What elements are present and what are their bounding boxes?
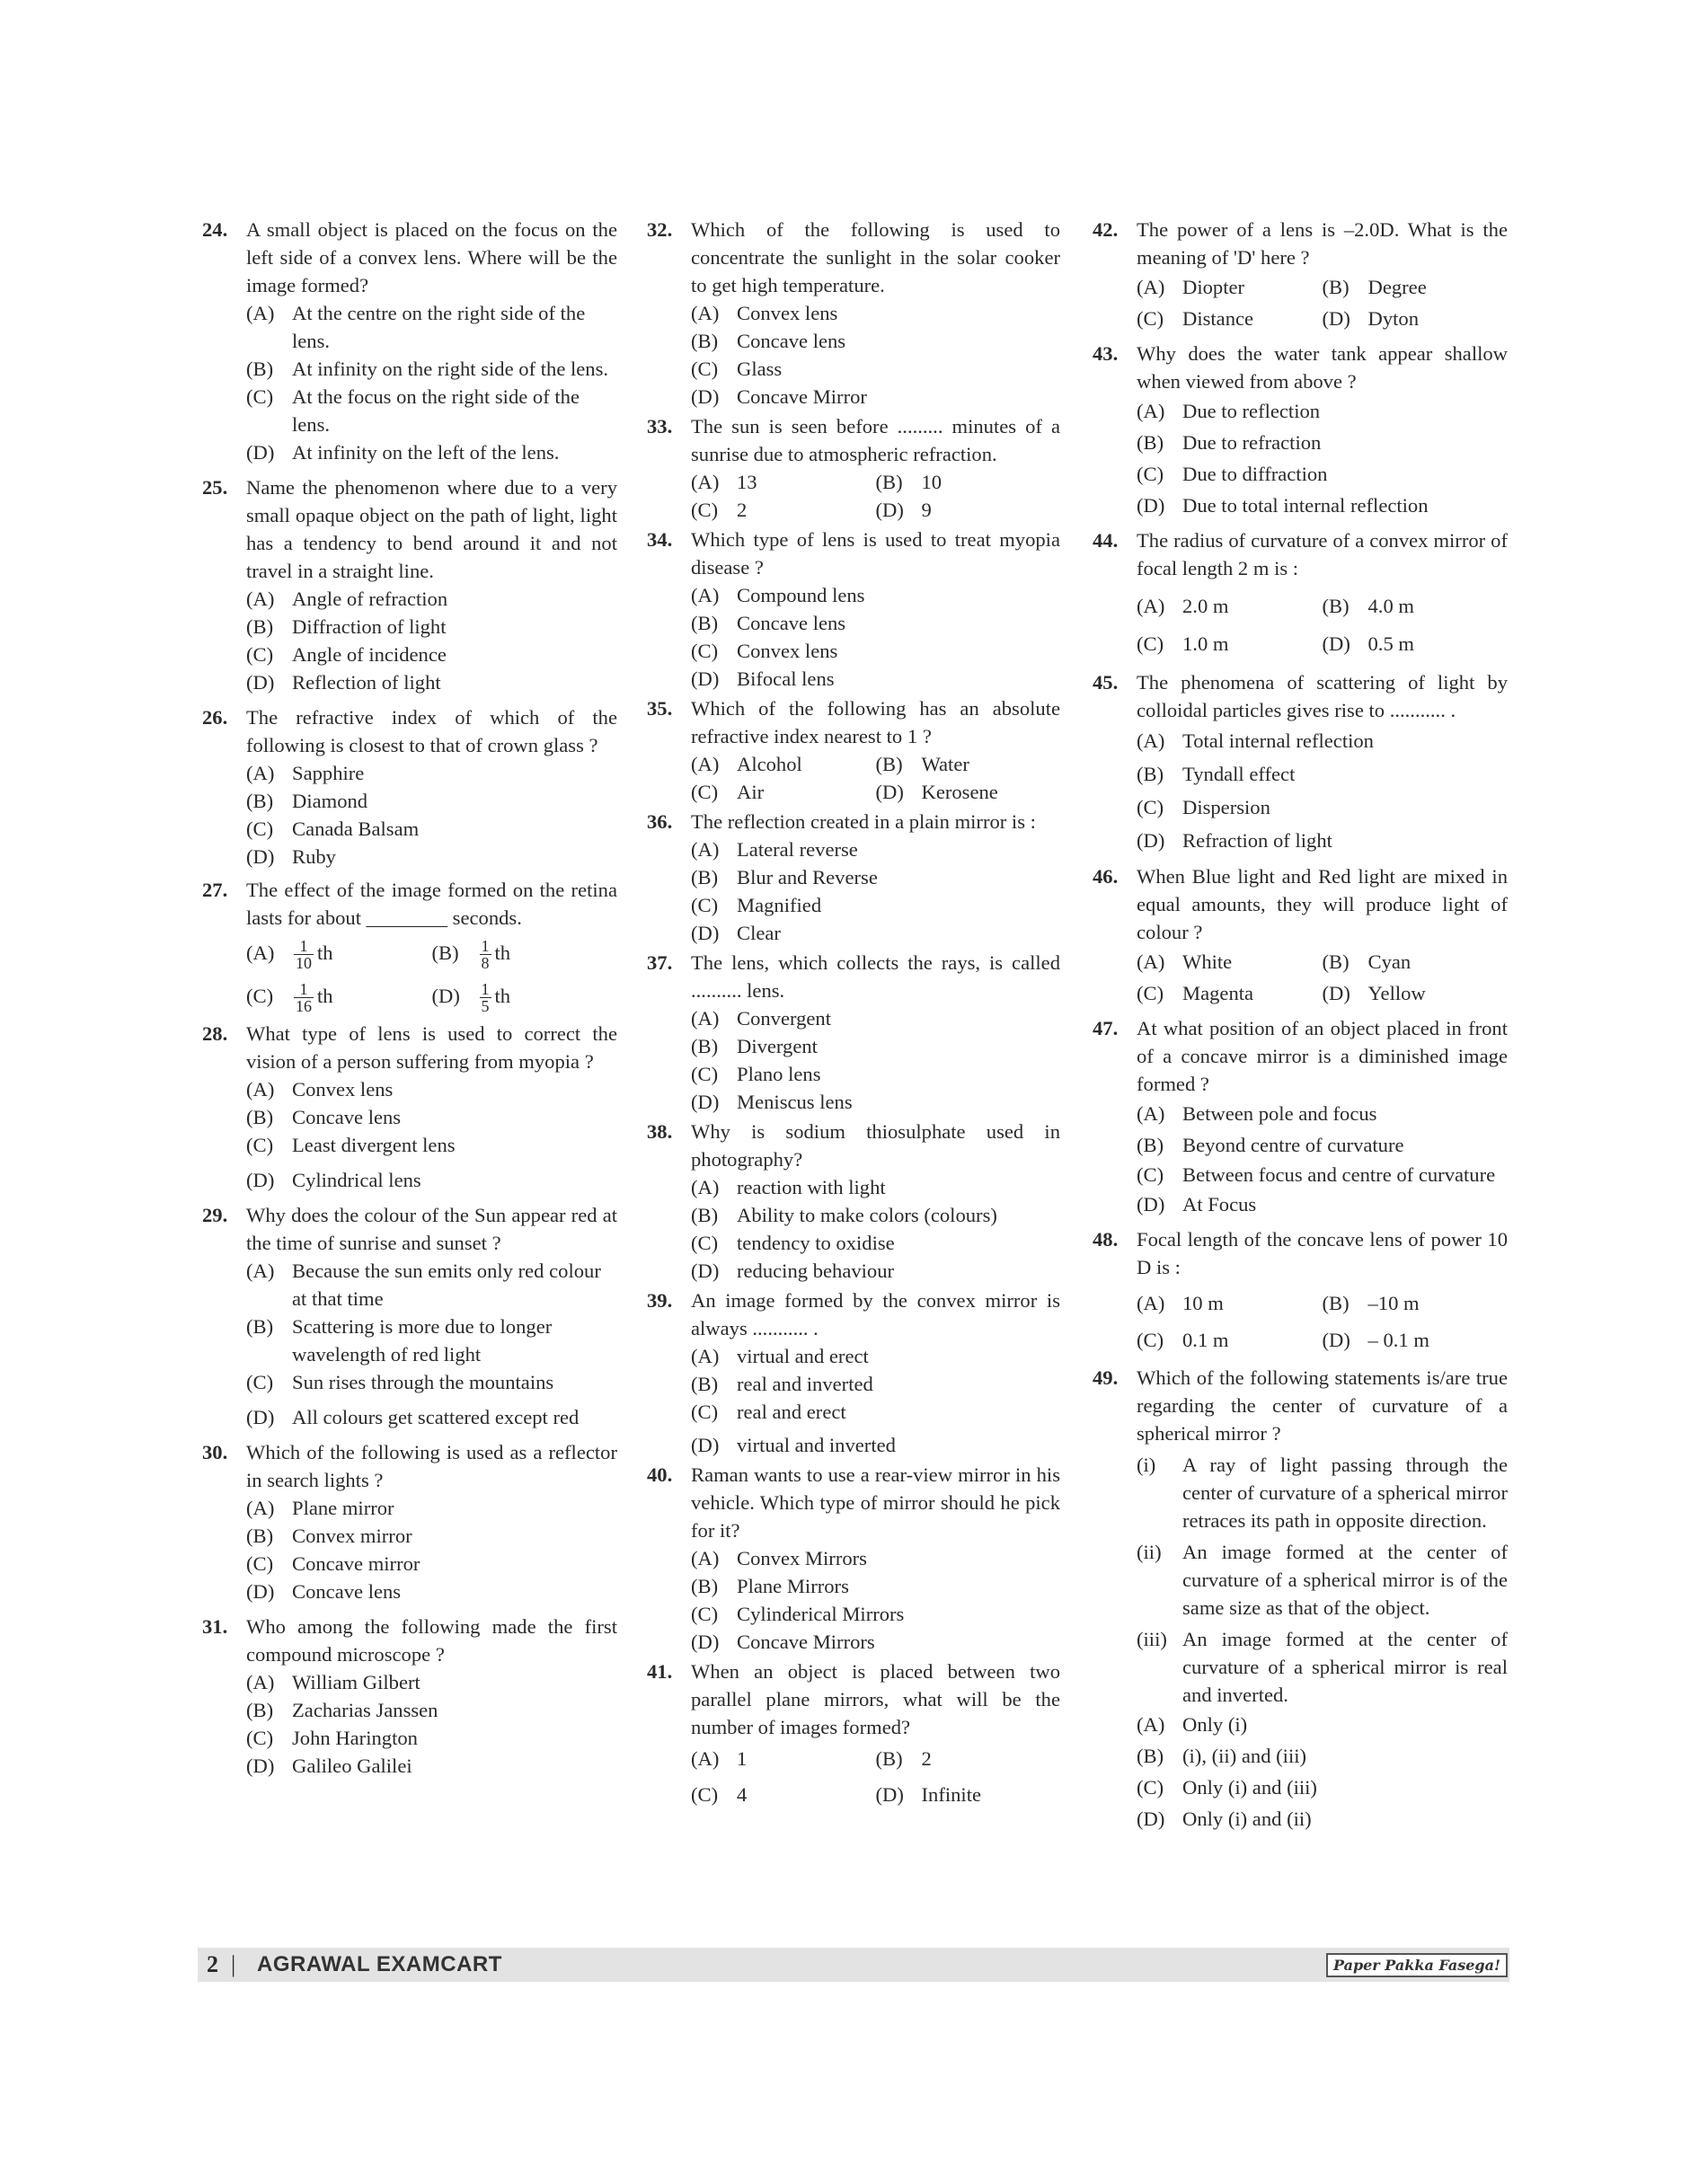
option-d: (D) Due to total internal reflection <box>1137 494 1429 517</box>
option-a: (A) Plane mirror <box>246 1497 394 1519</box>
option-c: (C) 0.1 m <box>1137 1329 1229 1351</box>
question-number: 38. <box>647 1120 673 1143</box>
option-c: (C) Between focus and centre of curvature <box>1137 1163 1496 1186</box>
option-b: (B) Divergent <box>691 1035 818 1057</box>
option-c: (C) $\frac{1}{16}$ th <box>246 980 333 1016</box>
tagline-badge: Paper Pakka Fasega! <box>1326 1953 1508 1977</box>
option-c: (C) Magnified <box>691 894 822 916</box>
option-d: (D) Kerosene <box>875 781 998 803</box>
option-b: (B) Plane Mirrors <box>691 1575 849 1597</box>
option-a: (A) Angle of refraction <box>246 588 448 610</box>
option-b: (B) –10 m <box>1322 1292 1420 1314</box>
option-b: (B) Concave lens <box>691 612 846 634</box>
option-a: (A) Only (i) <box>1137 1713 1248 1736</box>
question-text: The phenomena of scattering of light by colloidal particles gives rise to ........... . <box>1137 671 1508 721</box>
option-d: (D) Reflection of light <box>246 671 441 694</box>
statement-ii: (ii) An image formed at the center of curvature of a spherical mirror is of the same size as that of the object. <box>1137 1541 1508 1619</box>
question-number: 42. <box>1093 218 1119 241</box>
question-36 <box>647 808 1060 947</box>
fraction: $\frac{1}{16}$ <box>296 980 312 1016</box>
question-35 <box>647 694 1060 806</box>
question-37 <box>647 949 1060 1116</box>
option-c: (C) real and erect <box>691 1401 846 1423</box>
option-d: (D) – 0.1 m <box>1322 1329 1429 1351</box>
option-c: (C) 1.0 m <box>1137 632 1229 655</box>
option-b: (B) 2 <box>875 1747 932 1770</box>
column-2 <box>647 216 1060 1813</box>
statement-i: (i) A ray of light passing through the center of curvature of a spherical mirror retraces its path in opposite direction. <box>1137 1454 1508 1532</box>
question-number: 41. <box>647 1660 673 1683</box>
option-d: (D) Clear <box>691 922 781 944</box>
option-d: (D) Concave Mirror <box>691 385 867 408</box>
question-number: 33. <box>647 415 673 438</box>
question-text: When Blue light and Red light are mixed in equal amounts, they will produce light of colour ? <box>1137 865 1508 943</box>
question-number: 44. <box>1093 529 1119 552</box>
option-c: (C) Plano lens <box>691 1063 821 1085</box>
question-number: 27. <box>202 879 228 901</box>
question-text: Name the phenomenon where due to a very small opaque object on the path of light, light has a tendency to bend around it and not travel in a straight line. <box>246 476 617 582</box>
question-text: Who among the following made the first compound microscope ? <box>246 1615 617 1666</box>
question-40 <box>647 1461 1060 1656</box>
option-c: (C) Angle of incidence <box>246 643 447 666</box>
option-b: (B) Diffraction of light <box>246 615 447 638</box>
option-a: (A) 2.0 m <box>1137 595 1229 617</box>
question-33 <box>647 412 1060 524</box>
option-c: (C) tendency to oxidise <box>691 1232 895 1254</box>
question-number: 25. <box>202 476 228 499</box>
option-c: (C) Sun rises through the mountains <box>246 1371 554 1393</box>
page-number: 2 | <box>207 1951 236 1977</box>
option-d: (D) Bifocal lens <box>691 667 835 690</box>
option-c: (C) Distance <box>1137 307 1254 330</box>
question-text: The effect of the image formed on the retina lasts for about ________ seconds. <box>246 879 617 929</box>
question-text: Which of the following is used to concentrate the sunlight in the solar cooker to get high temperature. <box>691 218 1060 296</box>
question-number: 46. <box>1093 865 1119 888</box>
option-d: (D) Cylindrical lens <box>246 1169 421 1191</box>
question-24 <box>202 216 617 466</box>
option-c: (C) At the focus on the right side of the lens. <box>246 385 580 436</box>
question-25 <box>202 473 617 696</box>
option-b: (B) Concave lens <box>691 330 846 352</box>
option-d: (D) All colours get scattered except red <box>246 1406 580 1428</box>
option-a: (A) Compound lens <box>691 584 865 606</box>
question-text: A small object is placed on the focus on the left side of a convex lens. Where will be the image formed? <box>246 218 617 296</box>
question-number: 39. <box>647 1289 673 1312</box>
option-c: (C) Canada Balsam <box>246 818 420 840</box>
option-c: (C) 2 <box>691 499 748 521</box>
option-a: (A) 13 <box>691 471 757 493</box>
option-c: (C) Convex lens <box>691 640 838 662</box>
question-number: 40. <box>647 1463 673 1486</box>
question-text: Which of the following is used as a reflector in search lights ? <box>246 1441 617 1491</box>
option-d: (D) Refraction of light <box>1137 829 1332 852</box>
option-a: (A) Total internal reflection <box>1137 729 1374 752</box>
option-c: (C) Due to diffraction <box>1137 463 1328 485</box>
question-43 <box>1093 340 1508 521</box>
option-b: (B) Beyond centre of curvature <box>1137 1134 1404 1156</box>
option-c: (C) Least divergent lens <box>246 1134 456 1156</box>
option-a: (A) Convex lens <box>691 302 838 324</box>
option-d: (D) Concave Mirrors <box>691 1631 875 1653</box>
option-b: (B) Degree <box>1322 276 1427 298</box>
option-a: (A) Convex lens <box>246 1078 394 1101</box>
option-b: (B) Tyndall effect <box>1137 763 1296 785</box>
question-text: The refractive index of which of the following is closest to that of crown glass ? <box>246 706 617 756</box>
brand-logo: AGRAWAL EXAMCART <box>257 1952 502 1976</box>
option-c: (C) Air <box>691 781 765 803</box>
option-b: (B) $\frac{1}{8}$ th <box>431 937 511 973</box>
question-number: 47. <box>1093 1017 1119 1039</box>
option-d: (D) reducing behaviour <box>691 1260 895 1282</box>
question-46 <box>1093 862 1508 1009</box>
option-c: (C) Dispersion <box>1137 796 1270 818</box>
question-text: What type of lens is used to correct the vision of a person suffering from myopia ? <box>246 1022 617 1073</box>
question-number: 29. <box>202 1204 228 1226</box>
question-text: Why is sodium thiosulphate used in photography? <box>691 1120 1060 1171</box>
question-text: When an object is placed between two parallel plane mirrors, what will be the number of images formed? <box>691 1660 1060 1738</box>
question-28 <box>202 1020 617 1194</box>
option-a: (A) White <box>1137 950 1233 973</box>
option-d: (D) $\frac{1}{5}$ th <box>431 980 511 1016</box>
question-45 <box>1093 668 1508 857</box>
statement-iii: (iii) An image formed at the center of curvature of a spherical mirror is real and inverted. <box>1137 1628 1508 1706</box>
option-b: (B) Concave lens <box>246 1106 402 1128</box>
question-44 <box>1093 526 1508 663</box>
question-text: At what position of an object placed in front of a concave mirror is a diminished image formed ? <box>1137 1017 1508 1095</box>
option-a: (A) Due to reflection <box>1137 400 1321 422</box>
option-d: (D) Dyton <box>1322 307 1419 330</box>
question-text: Which of the following has an absolute refractive index nearest to 1 ? <box>691 697 1060 747</box>
option-a: (A) $\frac{1}{10}$ th <box>246 937 333 973</box>
question-text: The reflection created in a plain mirror is : <box>691 810 1036 833</box>
option-b: (B) Ability to make colors (colours) <box>691 1204 997 1226</box>
question-text: Which type of lens is used to treat myopia disease ? <box>691 528 1060 579</box>
question-number: 24. <box>202 218 228 241</box>
column-3 <box>1093 216 1508 1834</box>
option-a: (A) virtual and erect <box>691 1345 869 1367</box>
fraction: $\frac{1}{10}$ <box>296 937 312 973</box>
question-number: 34. <box>647 528 673 551</box>
question-text: Why does the colour of the Sun appear red at the time of sunrise and sunset ? <box>246 1204 617 1254</box>
option-a: (A) reaction with light <box>691 1176 886 1198</box>
option-a: (A) 1 <box>691 1747 748 1770</box>
option-b: (B) Due to refraction <box>1137 431 1322 454</box>
option-d: (D) 9 <box>875 499 932 521</box>
question-number: 26. <box>202 706 228 729</box>
option-d: (D) Concave lens <box>246 1580 402 1603</box>
fraction: $\frac{1}{8}$ <box>481 937 490 973</box>
question-31 <box>202 1613 617 1780</box>
question-49 <box>1093 1364 1508 1834</box>
question-text: Why does the water tank appear shallow when viewed from above ? <box>1137 342 1508 393</box>
question-41 <box>647 1658 1060 1813</box>
question-text: Which of the following statements is/are true regarding the center of curvature of a spherical mirror ? <box>1137 1366 1508 1445</box>
option-b: (B) Blur and Reverse <box>691 866 878 888</box>
question-text: The radius of curvature of a convex mirror of focal length 2 m is : <box>1137 529 1508 579</box>
option-b: (B) (i), (ii) and (iii) <box>1137 1745 1307 1767</box>
question-42 <box>1093 216 1508 334</box>
option-a: (A) Convergent <box>691 1007 832 1030</box>
option-b: (B) Scattering is more due to longer wavelength of red light <box>246 1315 553 1366</box>
question-26 <box>202 703 617 871</box>
option-d: (D) At Focus <box>1137 1193 1257 1216</box>
option-b: (B) Cyan <box>1322 950 1412 973</box>
question-38 <box>647 1118 1060 1285</box>
question-39 <box>647 1286 1060 1459</box>
question-number: 45. <box>1093 671 1119 694</box>
question-number: 37. <box>647 951 673 974</box>
option-a: (A) Diopter <box>1137 276 1245 298</box>
option-a: (A) Lateral reverse <box>691 838 858 861</box>
question-27 <box>202 876 617 1018</box>
question-number: 30. <box>202 1441 228 1463</box>
option-a: (A) At the centre on the right side of the lens. <box>246 302 586 352</box>
option-b: (B) Water <box>875 753 969 775</box>
question-text: Focal length of the concave lens of power 10 D is : <box>1137 1228 1508 1278</box>
question-number: 48. <box>1093 1228 1119 1251</box>
option-a: (A) Convex Mirrors <box>691 1547 867 1569</box>
question-text: The power of a lens is –2.0D. What is the meaning of 'D' here ? <box>1137 218 1508 269</box>
option-c: (C) Magenta <box>1137 982 1254 1004</box>
option-b: (B) real and inverted <box>691 1373 873 1395</box>
option-a: (A) Sapphire <box>246 762 365 784</box>
option-b: (B) Zacharias Janssen <box>246 1699 438 1721</box>
question-text: An image formed by the convex mirror is always ........... . <box>691 1289 1060 1339</box>
option-a: (A) 10 m <box>1137 1292 1224 1314</box>
option-c: (C) Cylinderical Mirrors <box>691 1603 905 1625</box>
option-d: (D) virtual and inverted <box>691 1434 896 1456</box>
option-d: (D) Yellow <box>1322 982 1426 1004</box>
question-47 <box>1093 1014 1508 1220</box>
question-30 <box>202 1438 617 1605</box>
question-32 <box>647 216 1060 411</box>
option-d: (D) Meniscus lens <box>691 1091 853 1113</box>
option-b: (B) 4.0 m <box>1322 595 1414 617</box>
question-number: 49. <box>1093 1366 1119 1389</box>
fraction: $\frac{1}{5}$ <box>481 980 490 1016</box>
option-c: (C) John Harington <box>246 1727 418 1749</box>
question-48 <box>1093 1225 1508 1358</box>
option-c: (C) 4 <box>691 1783 748 1806</box>
option-a: (A) William Gilbert <box>246 1671 420 1693</box>
option-d: (D) Infinite <box>875 1783 982 1806</box>
option-d: (D) 0.5 m <box>1322 632 1414 655</box>
question-number: 35. <box>647 697 673 720</box>
question-34 <box>647 526 1060 693</box>
question-number: 32. <box>647 218 673 241</box>
question-text: Raman wants to use a rear-view mirror in his vehicle. Which type of mirror should he pick for it? <box>691 1463 1060 1542</box>
question-number: 36. <box>647 810 673 833</box>
question-29 <box>202 1201 617 1431</box>
option-b: (B) 10 <box>875 471 942 493</box>
option-a: (A) Alcohol <box>691 753 802 775</box>
option-d: (D) At infinity on the left of the lens. <box>246 441 560 464</box>
option-c: (C) Concave mirror <box>246 1552 420 1575</box>
option-d: (D) Ruby <box>246 845 336 868</box>
option-c: (C) Only (i) and (iii) <box>1137 1776 1317 1799</box>
option-a: (A) Because the sun emits only red colour at that time <box>246 1260 601 1310</box>
column-1 <box>202 216 617 1780</box>
question-number: 43. <box>1093 342 1119 365</box>
option-b: (B) At infinity on the right side of the lens. <box>246 358 609 380</box>
option-c: (C) Glass <box>691 358 783 380</box>
question-number: 31. <box>202 1615 228 1638</box>
option-a: (A) Between pole and focus <box>1137 1102 1377 1125</box>
option-b: (B) Diamond <box>246 790 368 812</box>
option-b: (B) Convex mirror <box>246 1525 412 1547</box>
page-footer <box>198 1948 1509 1982</box>
question-text: The lens, which collects the rays, is called .......... lens. <box>691 951 1060 1002</box>
option-d: (D) Only (i) and (ii) <box>1137 1808 1312 1830</box>
question-number: 28. <box>202 1022 228 1045</box>
option-d: (D) Galileo Galilei <box>246 1755 412 1777</box>
question-text: The sun is seen before ......... minutes of a sunrise due to atmospheric refraction. <box>691 415 1060 465</box>
